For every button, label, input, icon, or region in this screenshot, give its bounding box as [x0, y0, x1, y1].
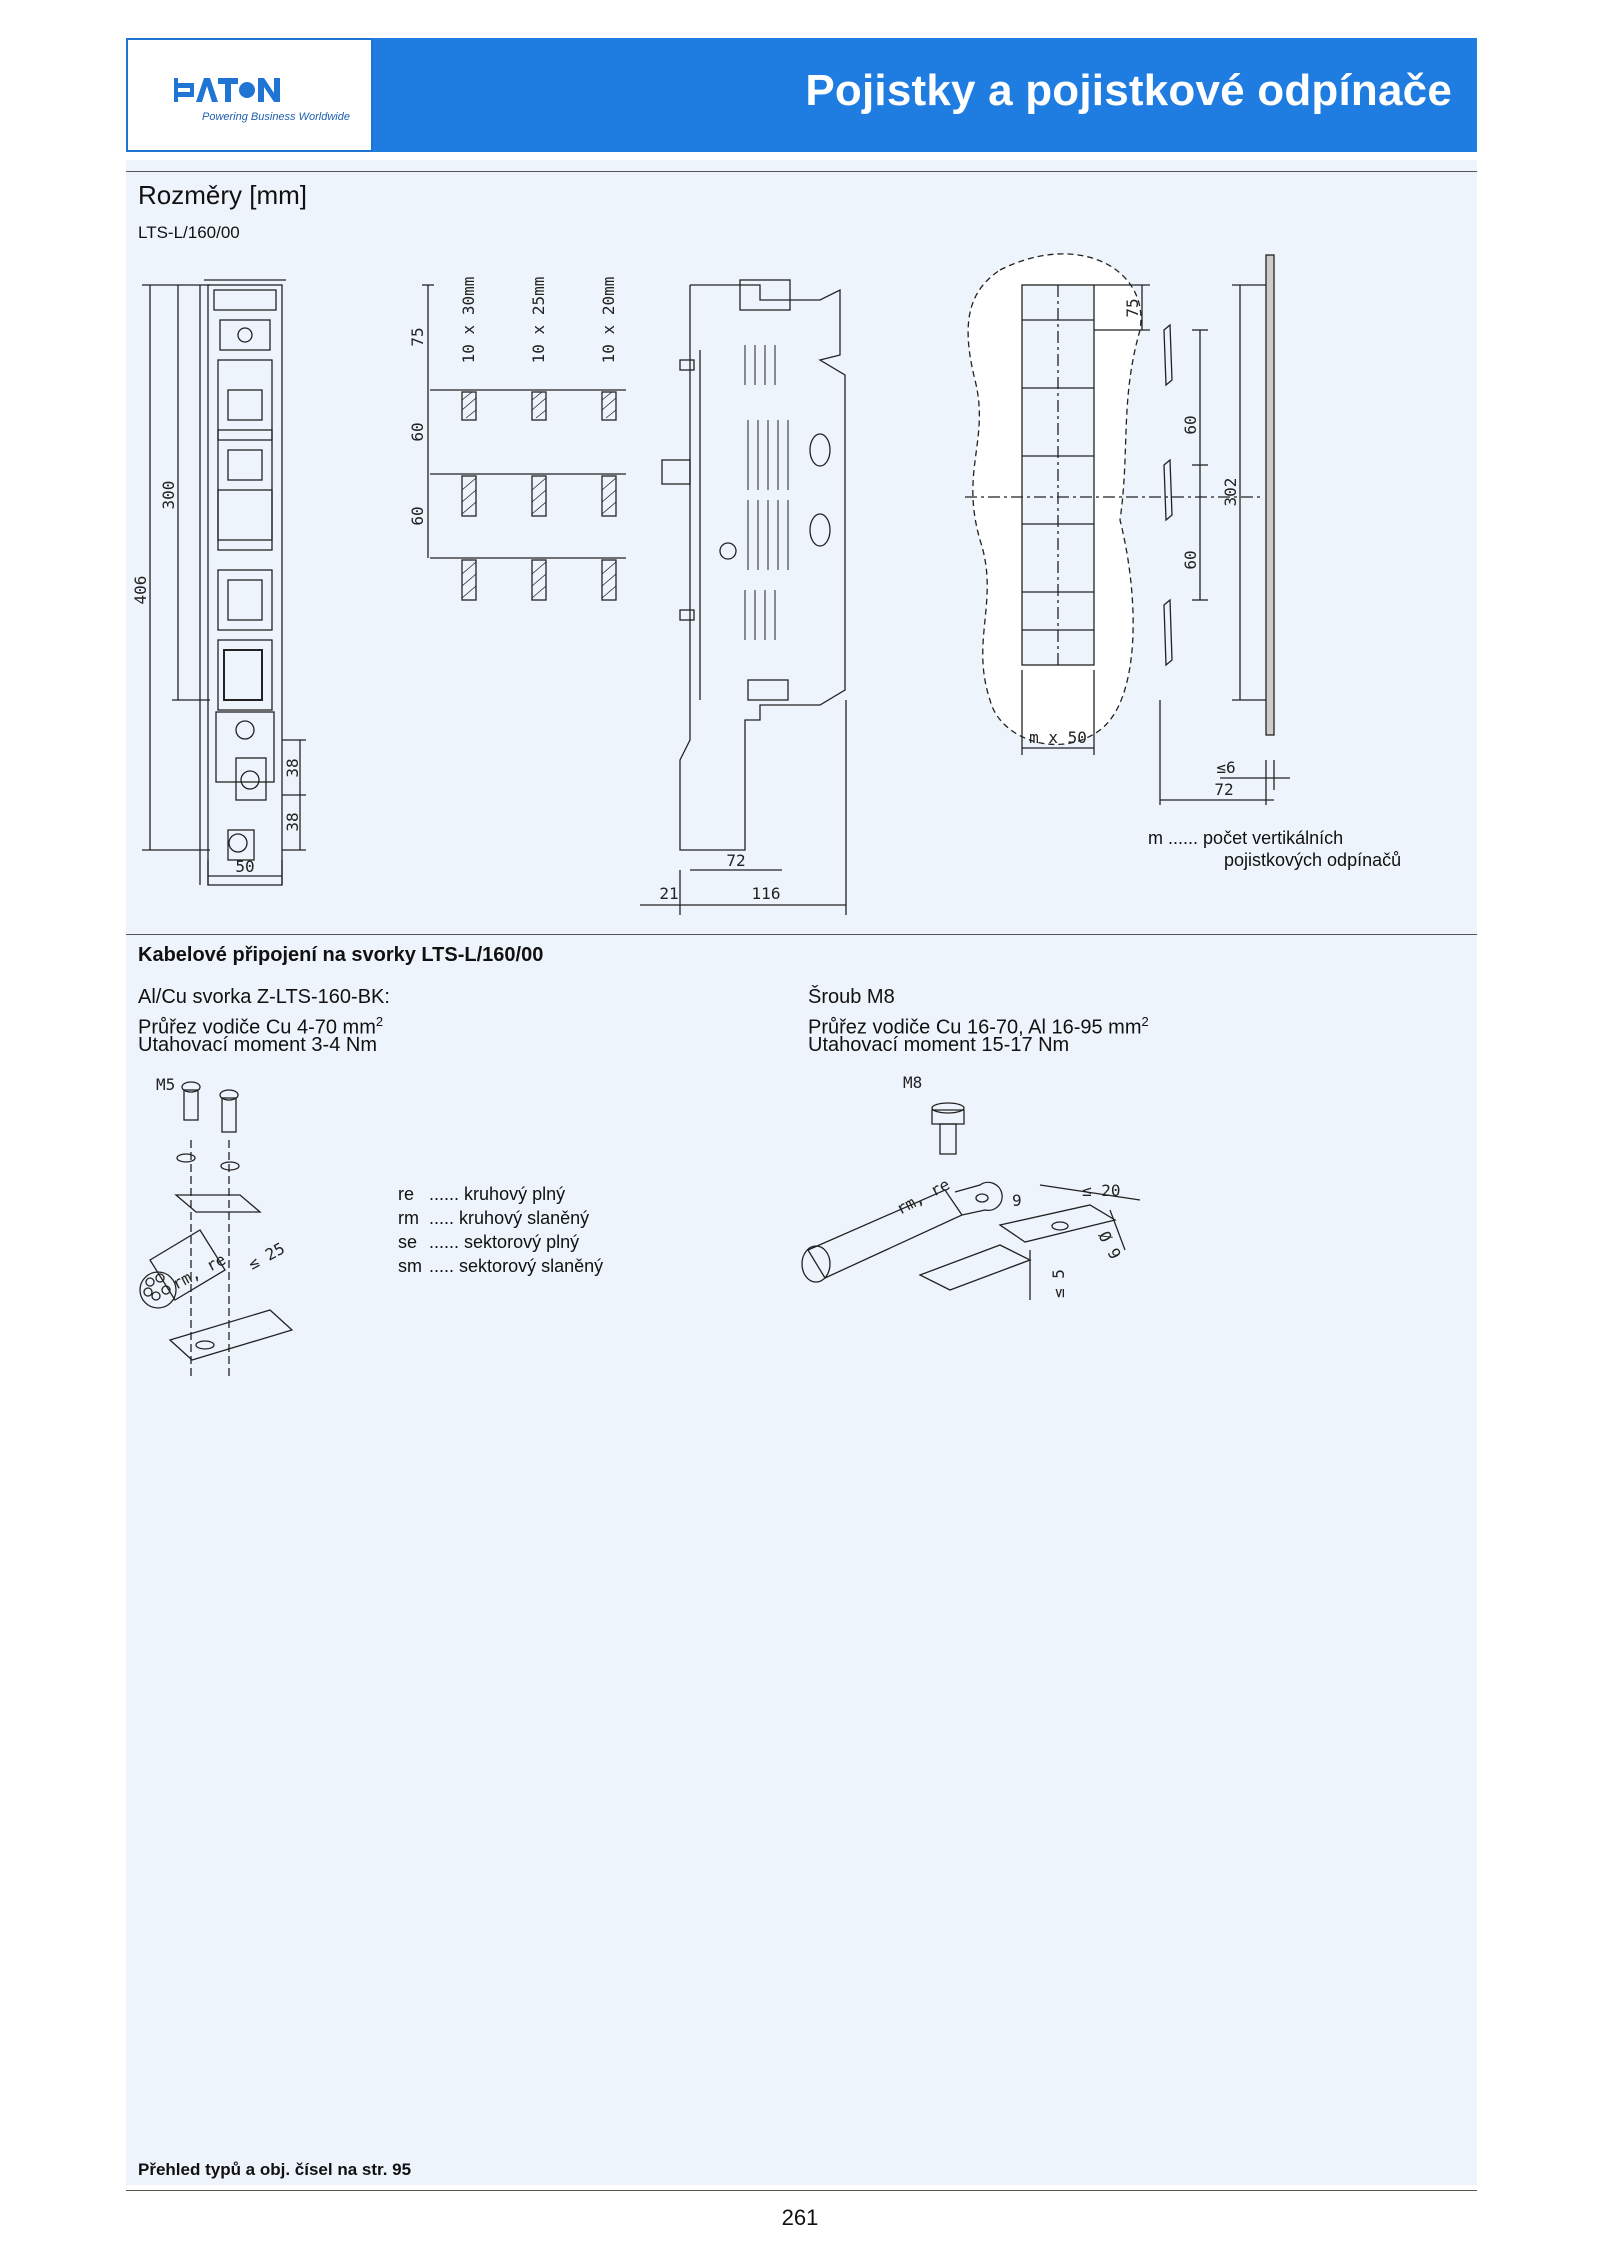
- left-spec-line1: Al/Cu svorka Z-LTS-160-BK:: [138, 986, 390, 1008]
- legend-text: sektorový plný: [464, 1232, 580, 1252]
- legend-text: sektorový slaněný: [459, 1256, 604, 1276]
- section-rule: [126, 934, 1477, 935]
- page-number: 261: [781, 2205, 819, 2230]
- front-view-drawing: [200, 280, 286, 885]
- legend-item-se: [398, 1230, 603, 1254]
- section-title-cable: Kabelové připojení na svorky LTS-L/160/00: [138, 944, 544, 966]
- fig-label-rmre-left: rm, re: [168, 1249, 229, 1294]
- fig-label-m5: M5: [156, 1075, 176, 1094]
- section-title-dimensions: Rozměry [mm]: [138, 180, 307, 210]
- busbar-dim-60a: 60: [408, 422, 427, 442]
- layout-dim-75: 75: [1123, 298, 1142, 318]
- left-spec-sup: 2: [375, 1014, 384, 1029]
- legend-key: m: [1148, 828, 1163, 848]
- layout-dim-60b: 60: [1181, 550, 1200, 570]
- footer-note: Přehled typů a obj. čísel na str. 95: [138, 2160, 412, 2179]
- page-title: Pojistky a pojistkové odpínače: [805, 66, 1452, 115]
- legend-line1: počet vertikálních: [1203, 828, 1344, 848]
- legend-dots: ......: [429, 1184, 460, 1204]
- legend-text: kruhový slaněný: [459, 1208, 590, 1228]
- right-spec-sup: 2: [1141, 1014, 1149, 1029]
- right-terminal-figure: [802, 1103, 1140, 1300]
- cable-figures: [0, 1060, 1600, 1400]
- fig-label-le5: ≤ 5: [1049, 1269, 1068, 1298]
- conductor-legend: [398, 1182, 603, 1278]
- layout-dim-72: 72: [1214, 780, 1234, 799]
- side-dim-21: 21: [659, 884, 679, 903]
- legend-item-sm: [398, 1254, 603, 1278]
- layout-dim-mx50: m x 50: [1029, 728, 1087, 747]
- busbar-dim-60b: 60: [408, 506, 427, 526]
- legend-key: re: [398, 1184, 415, 1204]
- section-subtitle-model: LTS-L/160/00: [138, 223, 240, 242]
- legend-key: sm: [398, 1256, 422, 1276]
- legend-line2: pojistkových odpínačů: [1224, 850, 1402, 870]
- right-spec-line3: Utahovací moment 15-17 Nm: [808, 1034, 1070, 1056]
- dim-50: 50: [235, 857, 255, 876]
- side-view-drawing: [662, 280, 845, 850]
- legend-dots: .....: [429, 1256, 455, 1276]
- legend-text: kruhový plný: [464, 1184, 566, 1204]
- legend-dots: ......: [1168, 828, 1199, 848]
- legend-key: se: [398, 1232, 418, 1252]
- legend-dots: .....: [429, 1208, 455, 1228]
- legend-dots: ......: [429, 1232, 460, 1252]
- fig-label-size-left: ≤ 25: [244, 1238, 288, 1274]
- legend-item-re: [398, 1182, 603, 1206]
- legend-key: rm: [398, 1208, 419, 1228]
- logo-tagline: Powering Business Worldwide: [202, 111, 350, 123]
- dim-38b: 38: [283, 812, 302, 832]
- dimension-drawings: [0, 0, 1600, 930]
- legend-item-rm: [398, 1206, 603, 1230]
- layout-view-drawing: [965, 254, 1290, 805]
- fig-label-phi9: Ø 9: [1094, 1227, 1125, 1263]
- dim-406: 406: [131, 575, 150, 605]
- busbar-col3: 10 x 20mm: [599, 276, 618, 364]
- footer-rule: [126, 2190, 1477, 2191]
- left-spec-line2-text: Průřez vodiče Cu 4-70 mm: [138, 1016, 376, 1039]
- fig-label-m8: M8: [903, 1073, 923, 1092]
- side-dim-72: 72: [726, 851, 746, 870]
- layout-dim-302: 302: [1221, 477, 1240, 507]
- busbar-dim-75: 75: [408, 327, 427, 347]
- right-spec-line1: Šroub M8: [808, 986, 895, 1008]
- fig-label-le20: ≤ 20: [1082, 1181, 1121, 1200]
- dim-300: 300: [159, 480, 178, 510]
- left-spec-line3: Utahovací moment 3-4 Nm: [138, 1034, 377, 1056]
- busbar-view-drawing: [422, 285, 626, 600]
- layout-dim-le6: ≤6: [1216, 758, 1236, 777]
- busbar-col2: 10 x 25mm: [529, 276, 548, 364]
- fig-label-9: 9: [1012, 1191, 1022, 1210]
- layout-dim-60a: 60: [1181, 415, 1200, 435]
- side-dim-116: 116: [751, 884, 781, 903]
- right-spec-line2-text: Průřez vodiče Cu 16-70, Al 16-95 mm: [808, 1016, 1142, 1039]
- dim-38a: 38: [283, 758, 302, 778]
- busbar-col1: 10 x 30mm: [459, 276, 478, 364]
- left-terminal-figure: [140, 1082, 292, 1380]
- fig-label-rmre-right: rm, re: [892, 1174, 953, 1219]
